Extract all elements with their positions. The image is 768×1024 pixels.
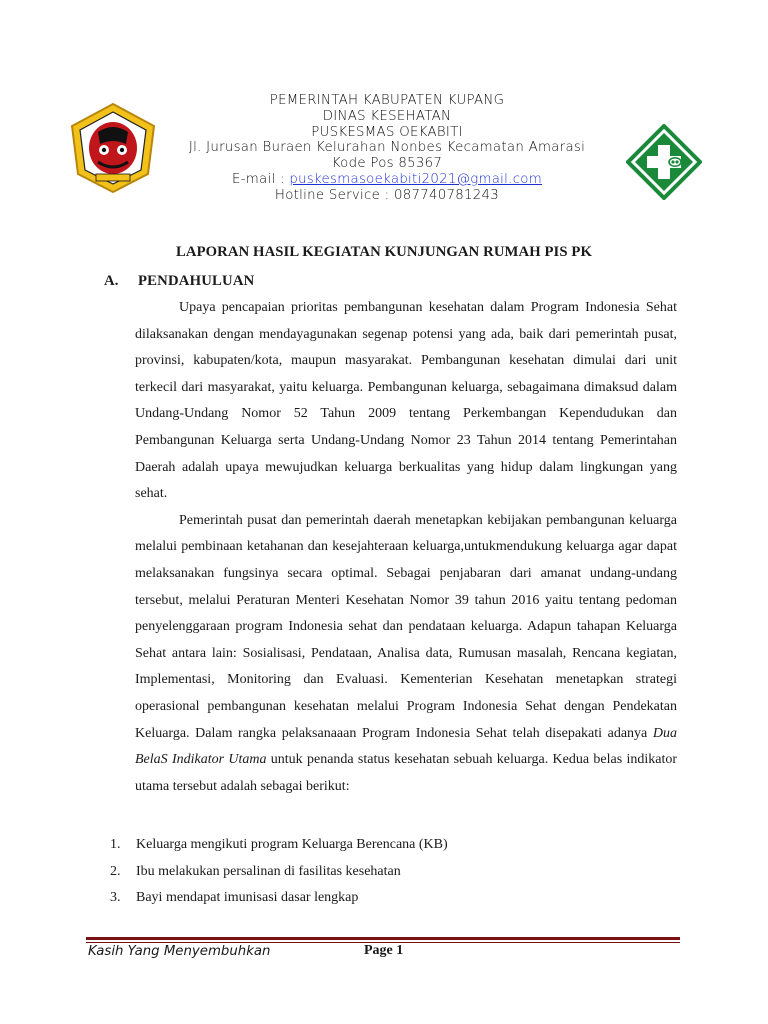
page-number: Page 1: [364, 943, 404, 958]
list-item: [110, 859, 670, 886]
letterhead-address: Jl. Jurusan Buraen Kelurahan Nonbes Kecamatan Amarasi: [188, 140, 586, 156]
letterhead-department: DINAS KESEHATAN: [322, 108, 452, 124]
letterhead-government: PEMERINTAH KABUPATEN KUPANG: [269, 93, 505, 108]
letterhead-email-line: [160, 172, 614, 188]
list-item-number: 3.: [110, 890, 121, 906]
list-item-text: Ibu melakukan persalinan di fasilitas kesehatan: [136, 863, 401, 879]
email-link[interactable]: puskesmasoekabiti2021@gmail.com: [289, 171, 542, 187]
letterhead-institution: PUSKESMAS OEKABITI: [311, 124, 463, 140]
paragraph-2: [135, 508, 677, 801]
paragraph-2-part-1: Pemerintah pusat dan pemerintah daerah menetapkan kebijakan pembangunan keluarga melalui pembinaan ketahanan dan kesejahteraan keluarga,untukmendukung keluarga agar dapat melaksanakan fungsinya secara optimal. Sebagai penjabaran dari amanat undang-undang tersebut, melalui Peraturan Menteri Kesehatan Nomor 39 tahun 2016 yaitu tentang pedoman penyelenggaraan program Indonesia sehat dan pendataan keluarga. Adapun tahapan Keluarga Sehat antara lain: Sosialisasi, Pendataan, Analisa data, Rumusan masalah, Rencana kegiatan, Implementasi, Monitoring dan Evaluasi. Kementerian Kesehatan menetapkan strategi operasional pembangunan kesehatan melalui Program Indonesia Sehat dengan Pendekatan Keluarga. Dalam rangka pelaksanaaan Program Indonesia Sehat telah disepakati adanya: [135, 512, 677, 741]
list-item-text: Keluarga mengikuti program Keluarga Berencana (KB): [136, 837, 448, 852]
section-heading: [104, 273, 254, 290]
report-title: LAPORAN HASIL KEGIATAN KUNJUNGAN RUMAH PIS PK: [175, 244, 593, 260]
paragraph-1: Upaya pencapaian prioritas pembangunan kesehatan dalam Program Indonesia Sehat dilaksanakan dengan mendayagunakan segenap potensi yang ada, baik dari pemerintah pusat, provinsi, kabupaten/kota, maupun masyarakat. Pembangunan kesehatan dimulai dari unit terkecil dari masyarakat, yaitu keluarga. Pembangunan keluarga, sebagaimana dimaksud dalam Undang-Undang Nomor 52 Tahun 2009 tentang Perkembangan Kependudukan dan Pembangunan Keluarga serta Undang-Undang Nomor 23 Tahun 2014 tentang Pemerintahan Daerah adalah upaya mewujudkan keluarga berkualitas yang hidup dalam lingkungan yang sehat.: [135, 300, 677, 502]
list-item: [110, 885, 670, 912]
footer-divider: [86, 937, 680, 940]
kabupaten-kupang-emblem-icon: [68, 102, 158, 194]
paragraph-2-part-2: untuk penanda status kesehatan sebuah keluarga. Kedua belas indikator utama tersebut adalah sebagai berikut:: [135, 752, 677, 794]
indicator-list: [110, 832, 670, 912]
list-item-number: 1.: [110, 837, 121, 852]
list-item: [110, 832, 670, 859]
list-item-number: 2.: [110, 863, 121, 879]
list-item-text: Bayi mendapat imunisasi dasar lengkap: [136, 890, 359, 906]
letterhead-postal-code: Kode Pos 85367: [331, 156, 443, 172]
puskesmas-cross-icon: [626, 124, 702, 200]
letterhead-hotline: Hotline Service : 087740781243: [274, 187, 500, 203]
section-number: A.: [104, 273, 119, 289]
footer-motto: Kasih Yang Menyembuhkan: [88, 944, 271, 959]
letterhead: [160, 93, 614, 204]
email-label: E-mail :: [232, 171, 290, 187]
paragraph-2-emphasis: Dua BelaS Indikator Utama: [135, 725, 677, 768]
body-text: [135, 295, 677, 800]
section-title: PENDAHULUAN: [138, 273, 255, 289]
